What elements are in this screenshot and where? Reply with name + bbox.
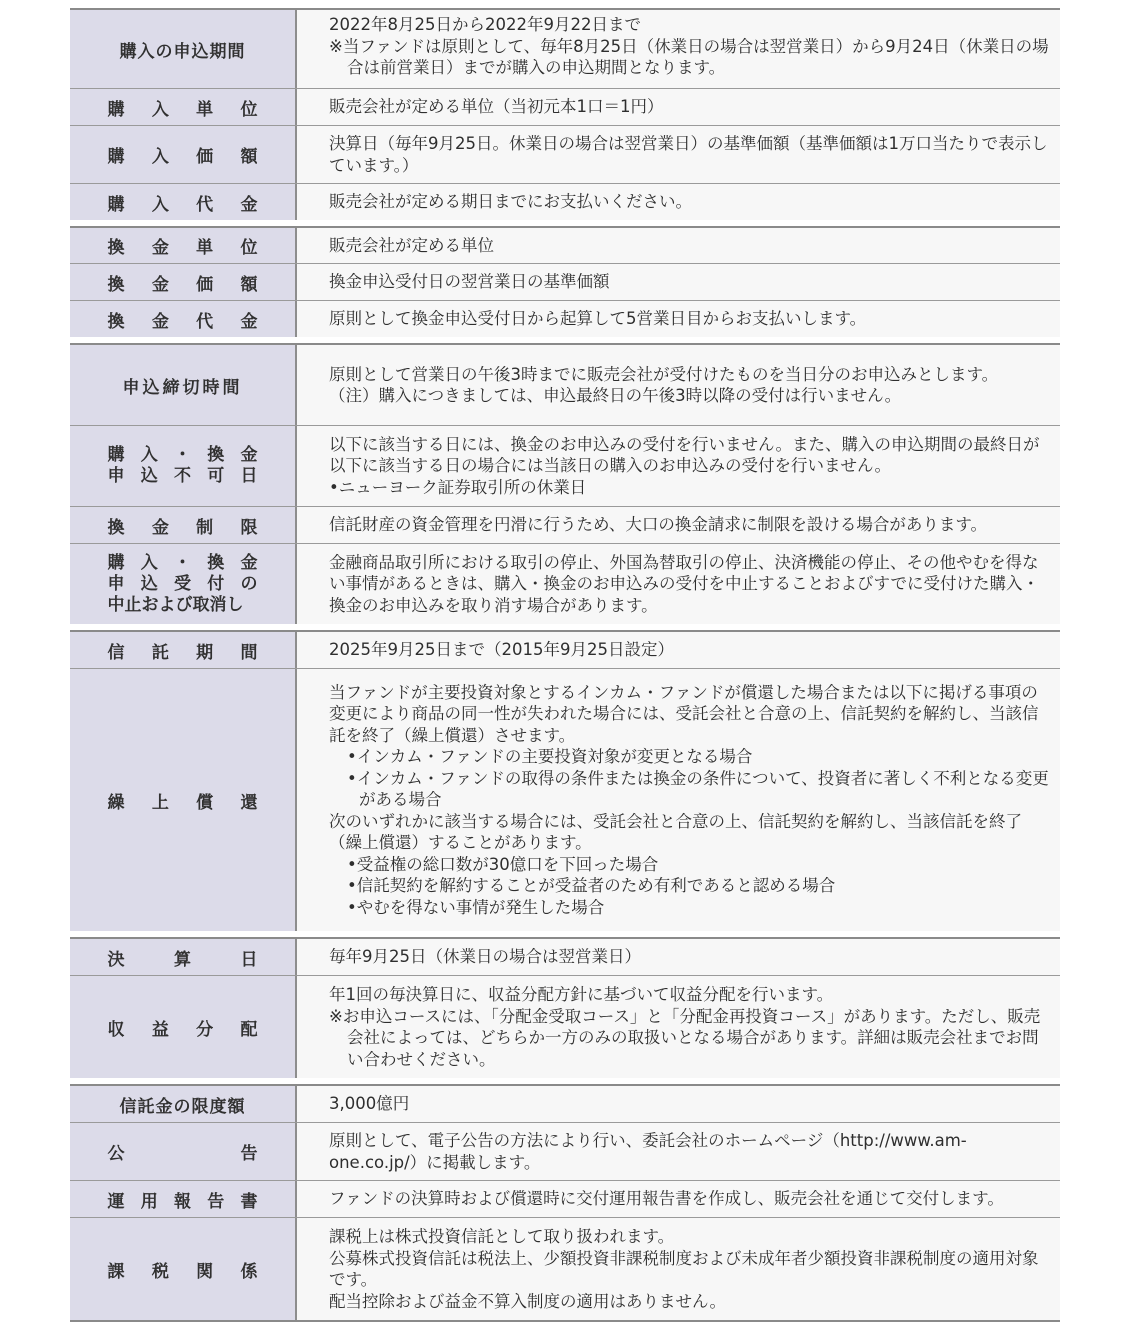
table-row	[70, 184, 1060, 220]
trust-term-group	[70, 630, 1060, 931]
row-label: 決 算 日	[70, 939, 297, 975]
row-label: 換 金 単 位	[70, 228, 297, 263]
row-content: 原則として換金申込受付日から起算して5営業日目からお支払いします。	[297, 301, 1060, 337]
row-label: 換 金 制 限	[70, 507, 297, 543]
table-row	[70, 264, 1060, 301]
row-content: 課税上は株式投資信託として取り扱われます。 公募株式投資信託は税法上、少額投資非課税制度および未成年者少額投資非課税制度の適用対象です。 配当控除および益金不算入制度の適用はありません。	[297, 1218, 1060, 1320]
row-content: 2022年8月25日から2022年9月22日まで ※当ファンドは原則として、毎年8月25日（休業日の場合は翌営業日）から9月24日（休業日の場合は前営業日）までが購入の申込期間となります。	[297, 10, 1060, 88]
table-row	[70, 544, 1060, 624]
table-row	[70, 345, 1060, 426]
table-row	[70, 507, 1060, 544]
row-content: 原則として営業日の午後3時までに販売会社が受付けたものを当日分のお申込みとします。 （注）購入につきましては、申込最終日の午後3時以降の受付は行いません。	[297, 345, 1060, 425]
row-content: 毎年9月25日（休業日の場合は翌営業日）	[297, 939, 1060, 975]
table-row	[70, 301, 1060, 337]
table-row	[70, 1218, 1060, 1322]
row-content: 原則として、電子公告の方法により行い、委託会社のホームページ（http://www.am-one.co.jp/）に掲載します。	[297, 1123, 1060, 1180]
table-row	[70, 89, 1060, 126]
row-label: 信託金の限度額	[70, 1086, 297, 1122]
row-label: 申込締切時間	[70, 345, 297, 425]
row-label: 購 入 代 金	[70, 184, 297, 220]
row-label: 購入の申込期間	[70, 10, 297, 88]
row-content: 金融商品取引所における取引の停止、外国為替取引の停止、決済機能の停止、その他やむを得ない事情があるときは、購入・換金のお申込みの受付を中止することおよびすでに受付けた購入・換金のお申込みを取り消す場合があります。	[297, 544, 1060, 624]
row-content: 信託財産の資金管理を円滑に行うため、大口の換金請求に制限を設ける場合があります。	[297, 507, 1060, 543]
fund-terms-table	[70, 8, 1060, 1322]
table-row	[70, 976, 1060, 1078]
table-row	[70, 1123, 1060, 1181]
table-row	[70, 1086, 1060, 1123]
settlement-group	[70, 937, 1060, 1078]
row-content: 年1回の毎決算日に、収益分配方針に基づいて収益分配を行います。 ※お申込コースには、「分配金受取コース」と「分配金再投資コース」があります。ただし、販売会社によっては、どちらか一方のみの取扱いとなる場合があります。詳細は販売会社までお問い合わせください。	[297, 976, 1060, 1078]
row-content: 3,000億円	[297, 1086, 1060, 1122]
redemption-group	[70, 226, 1060, 337]
table-row	[70, 632, 1060, 669]
row-label: 収 益 分 配	[70, 976, 297, 1078]
row-label: 公 告	[70, 1123, 297, 1180]
row-content: ファンドの決算時および償還時に交付運用報告書を作成し、販売会社を通じて交付します。	[297, 1181, 1060, 1217]
row-label: 繰 上 償 還	[70, 669, 297, 931]
row-label: 信 託 期 間	[70, 632, 297, 668]
row-content: 当ファンドが主要投資対象とするインカム・ファンドが償還した場合または以下に掲げる事項の変更により商品の同一性が失われた場合には、受託会社と合意の上、信託契約を解約し、当該信託を終了（繰上償還）させます。 •インカム・ファンドの主要投資対象が変更となる場合 •インカム・ファンドの取得の条件または換金の条件について、投資者に著しく不利となる変更がある場合 次のいずれかに該当する場合には、受託会社と合意の上、信託契約を解約し、当該信託を終了（繰上償還）することがあります。 •受益権の総口数が30億口を下回った場合 •信託契約を解約することが受益者のため有利であると認める場合 •やむを得ない事情が発生した場合	[297, 669, 1060, 931]
row-label: 運 用 報 告 書	[70, 1181, 297, 1217]
row-label: 購 入 ・ 換 金 申 込 受 付 の 中止および取消し	[70, 544, 297, 624]
other-group	[70, 1084, 1060, 1322]
table-row	[70, 126, 1060, 184]
row-label: 換 金 代 金	[70, 301, 297, 337]
row-label: 購 入 価 額	[70, 126, 297, 183]
row-content: 以下に該当する日には、換金のお申込みの受付を行いません。また、購入の申込期間の最終日が以下に該当する日の場合には当該日の購入のお申込みの受付を行いません。 •ニューヨーク証券取引所の休業日	[297, 426, 1060, 506]
row-content: 販売会社が定める期日までにお支払いください。	[297, 184, 1060, 220]
row-content: 2025年9月25日まで（2015年9月25日設定）	[297, 632, 1060, 668]
row-label: 換 金 価 額	[70, 264, 297, 300]
table-row	[70, 669, 1060, 931]
row-content: 換金申込受付日の翌営業日の基準価額	[297, 264, 1060, 300]
row-label: 課 税 関 係	[70, 1218, 297, 1320]
table-row	[70, 426, 1060, 507]
application-group	[70, 343, 1060, 624]
row-content: 販売会社が定める単位（当初元本1口＝1円）	[297, 89, 1060, 125]
row-label: 購 入 単 位	[70, 89, 297, 125]
row-content: 決算日（毎年9月25日。休業日の場合は翌営業日）の基準価額（基準価額は1万口当たりで表示しています。）	[297, 126, 1060, 183]
row-content: 販売会社が定める単位	[297, 228, 1060, 263]
table-row	[70, 228, 1060, 264]
table-row	[70, 10, 1060, 89]
row-label: 購 入 ・ 換 金 申 込 不 可 日	[70, 426, 297, 506]
purchase-group	[70, 8, 1060, 220]
table-row	[70, 1181, 1060, 1218]
table-row	[70, 939, 1060, 976]
